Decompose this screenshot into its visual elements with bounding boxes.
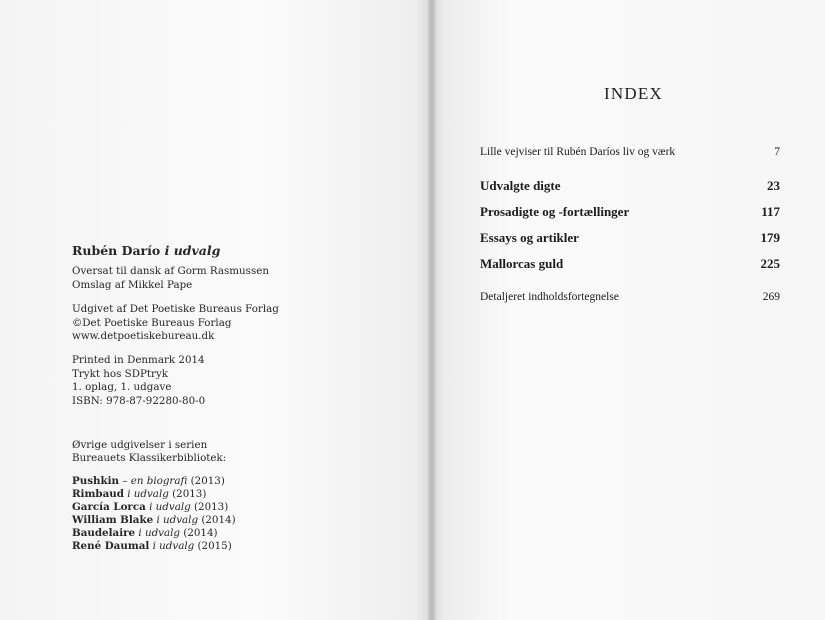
series-entry-name: García Lorca (72, 500, 146, 513)
series-heading-line-1: Øvrige udgivelser i serien (72, 439, 208, 452)
publisher-line: Udgivet af Det Poetiske Bureaus Forlag (72, 303, 279, 316)
series-entry-name: René Daumal (72, 539, 150, 552)
series-entry (72, 488, 372, 501)
toc-entry-label: Lille vejviser til Rubén Daríos liv og værk (480, 146, 676, 158)
toc-entry-page: 23 (767, 178, 780, 193)
series-entry (72, 501, 372, 514)
series-entry-sub: en biografi (130, 474, 188, 487)
website-line: www.detpoetiskebureau.dk (72, 330, 215, 343)
toc-entry-page: 117 (761, 204, 780, 219)
series-entry-sub: i udvalg (127, 487, 169, 500)
series-heading-line-2: Bureauets Klassikerbibliotek: (72, 452, 227, 465)
toc-entry-label: Prosadigte og -fortællinger (480, 204, 630, 219)
series-entry-sub: i udvalg (152, 539, 195, 552)
toc-entry-page: 225 (760, 256, 780, 271)
toc-entry-page: 179 (760, 230, 780, 245)
index-heading: INDEX (604, 84, 663, 103)
toc-entry-page: 7 (774, 146, 780, 158)
series-entry-sub: i udvalg (156, 513, 199, 526)
copyright-line: ©Det Poetiske Bureaus Forlag (72, 316, 232, 329)
series-entry (72, 540, 372, 553)
book-title-main: Rubén Darío (72, 243, 161, 258)
toc-entry-label: Essays og artikler (480, 230, 579, 245)
toc-entry (480, 230, 780, 248)
toc-entry (480, 291, 780, 307)
isbn-line: ISBN: 978-87-92280-80-0 (72, 394, 206, 407)
series-entry-year: (2014) (183, 526, 218, 539)
series-entry-year: (2015) (197, 539, 232, 552)
series-entry (72, 475, 372, 488)
toc-entry (480, 256, 780, 274)
cover-line: Omslag af Mikkel Pape (72, 278, 193, 291)
series-entry-sep: – (119, 474, 131, 487)
series-entry-sub: i udvalg (149, 500, 191, 513)
toc-entry (480, 146, 780, 162)
series-heading-block (72, 439, 372, 466)
toc-entry-label: Mallorcas guld (480, 256, 564, 271)
series-entry-name: Rimbaud (72, 487, 124, 500)
series-entry-year: (2014) (201, 513, 236, 526)
series-entry-sub: i udvalg (138, 526, 181, 539)
series-entry-year: (2013) (190, 474, 225, 487)
series-entry-year: (2013) (172, 487, 207, 500)
series-entry (72, 527, 372, 540)
series-entry-name: William Blake (72, 513, 154, 526)
toc-entry-page: 269 (762, 291, 780, 303)
printer-line: Trykt hos SDPtryk (72, 367, 169, 380)
book-gutter (428, 0, 436, 620)
series-entry-year: (2013) (194, 500, 229, 513)
book-title (72, 244, 372, 257)
translator-line: Oversat til dansk af Gorm Rasmussen (72, 265, 269, 278)
series-entry-name: Pushkin (72, 474, 120, 487)
series-list (72, 475, 372, 553)
series-entry (72, 514, 372, 527)
printing-block (72, 354, 372, 408)
edition-line: 1. oplag, 1. udgave (72, 381, 172, 394)
toc-entry-label: Detaljeret indholdsfortegnelse (480, 291, 619, 303)
book-title-italic: i udvalg (164, 243, 221, 258)
toc-entry (480, 204, 780, 222)
series-entry-name: Baudelaire (72, 526, 136, 539)
toc-entry (480, 178, 780, 196)
publisher-block (72, 303, 372, 343)
toc-entry-label: Udvalgte digte (480, 178, 561, 193)
colophon (72, 244, 372, 553)
printed-in-line: Printed in Denmark 2014 (72, 354, 205, 367)
credits-block (72, 265, 372, 292)
